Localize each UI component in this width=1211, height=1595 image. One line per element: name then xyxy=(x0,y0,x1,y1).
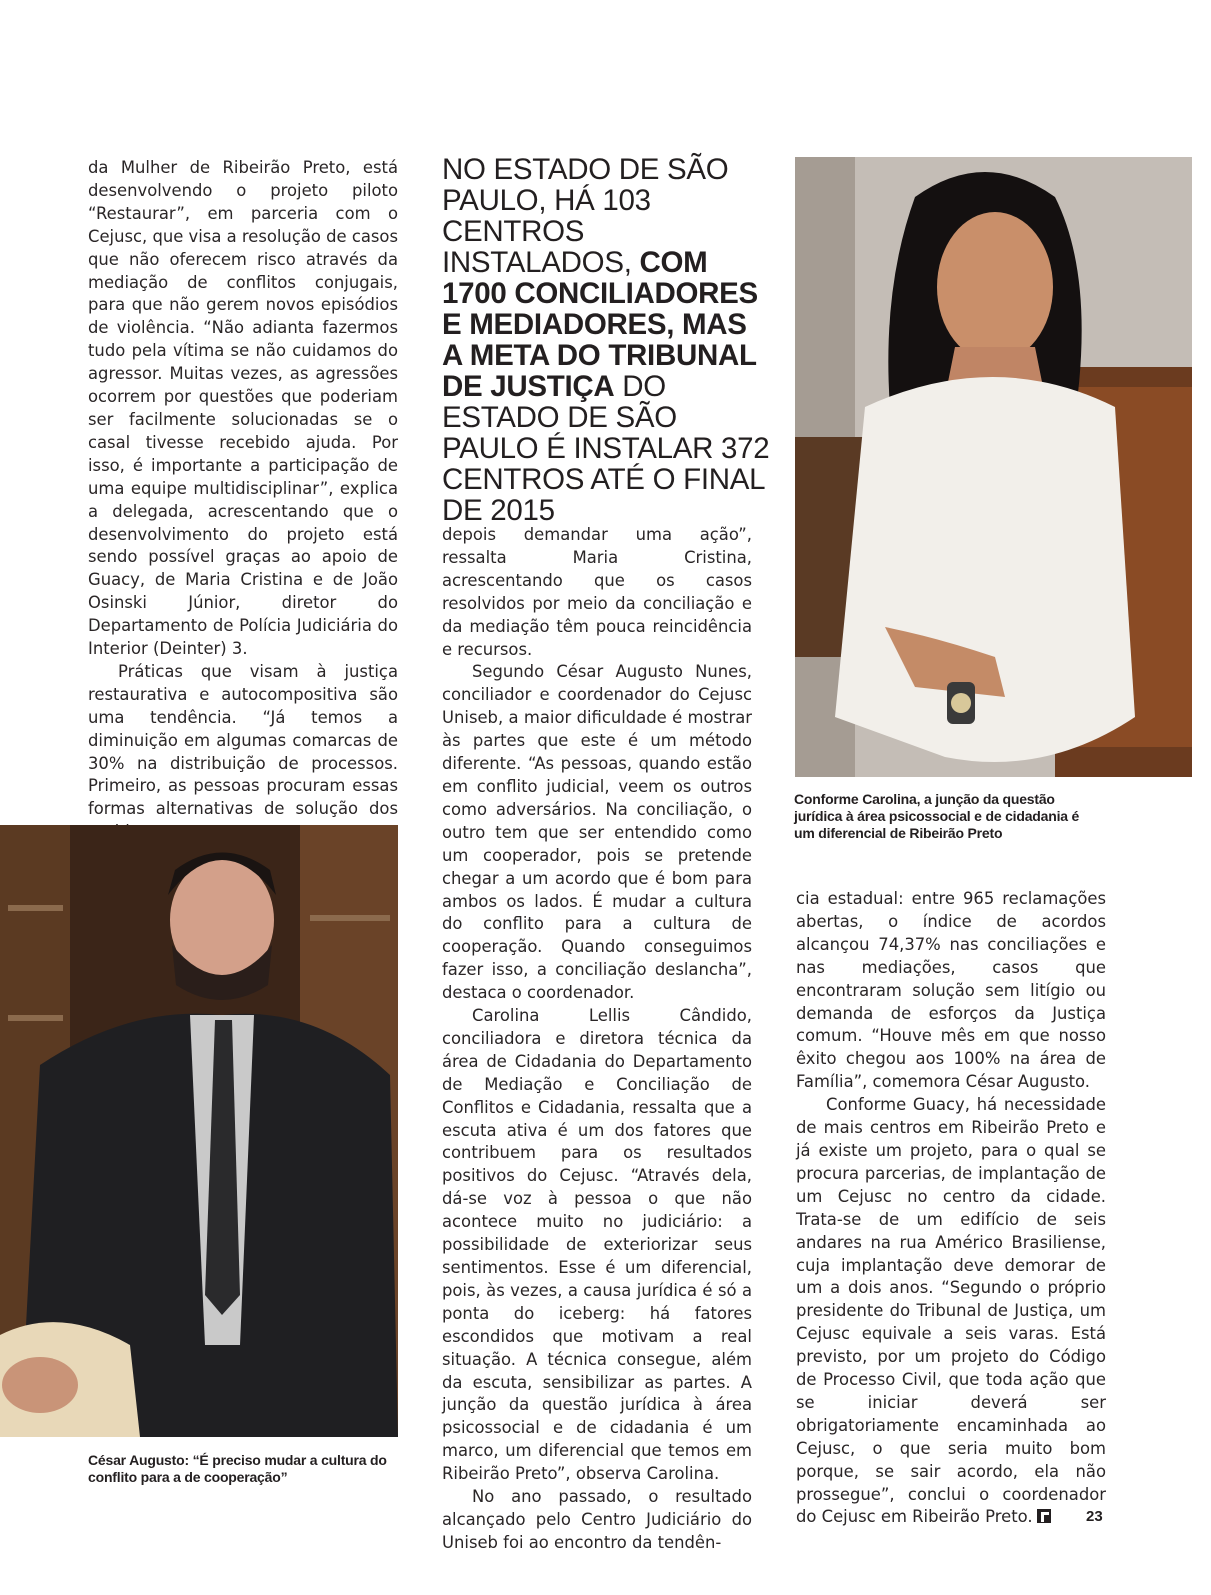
paragraph: Conforme Guacy, há necessidade de mais centros em Ribeirão Preto e já existe um projeto, para o qual se procura parcerias, de implantação de um Cejusc no centro da cidade. Trata-se de um edifício de seis andares na rua Américo Brasiliense, cuja implantação deve demorar de um a dois anos. “Segundo o próprio presidente do Tribunal de Justiça, um Cejusc equivale a seis varas. Está previsto, por um projeto do Código de Processo Civil, que toda ação que se iniciar deverá ser obrigatoriamente encaminhada ao Cejusc, o que seria muito bom porque, se sair acordo, ela não prossegue”, conclui o coordenador do Cejusc em Ribeirão Preto. xyxy=(796,1095,1106,1527)
paragraph: da Mulher de Ribeirão Preto, está desenvolvendo o projeto piloto “Restaurar”, em parceria com o Cejusc, que visa a resolução de casos que não oferecem risco através da mediação de conflitos conjugais, para que não gerem novos episódios de violência. “Não adianta fazermos tudo pela vítima se não cuidamos do agressor. Muitas vezes, as agressões ocorrem por questões que poderiam ser facilmente solucionadas se o casal tivesse recebido ajuda. Por isso, é importante a participação de uma equipe multidisciplinar”, explica a delegada, acrescentando que o desenvolvimento do projeto está sendo possível graças ao apoio de Guacy, de Maria Cristina e de João Osinski Júnior, diretor do Departamento de Polícia Judiciária do Interior (Deinter) 3. xyxy=(88,158,398,659)
photo-cesar-illustration xyxy=(0,825,398,1437)
photo-caption-cesar: César Augusto: “É preciso mudar a cultura do conflito para a de cooperação” xyxy=(88,1452,387,1485)
paragraph: depois demandar uma ação”, ressalta Maria Cristina, acrescentando que os casos resolvidos por meio da conciliação e da mediação têm pouca reincidência e recursos. xyxy=(442,525,752,659)
paragraph: Carolina Lellis Cândido, conciliadora e diretora técnica da área de Cidadania do Departamento de Mediação e Conciliação de Conflitos e Cidadania, ressalta que a escuta ativa é um dos fatores que contribuem para os resultados positivos do Cejusc. “Através dela, dá-se voz à pessoa o que não acontece muito no judiciário: a possibilidade de exteriorizar seus sentimentos. Esse é um diferencial, pois, às vezes, a causa jurídica é só a ponta do iceberg: há fatores escondidos que motivam a real situação. A técnica consegue, além da escuta, sensibilizar as partes. A junção da questão jurídica à área psicossocial e de cidadania é um marco, um diferencial que temos em Ribeirão Preto”, observa Carolina. xyxy=(442,1006,752,1484)
page-number: 23 xyxy=(1086,1508,1103,1525)
paragraph: cia estadual: entre 965 reclamações abertas, o índice de acordos alcançou 74,37% nas conciliações e nas mediações, casos que encontraram solução sem litígio ou demanda de esforços da Justiça comum. “Houve mês em que nosso êxito chegou aos 100% na área de Família”, comemora César Augusto. xyxy=(796,889,1106,1092)
paragraph: No ano passado, o resultado alcançado pelo Centro Judiciário do Uniseb foi ao encontro da tendên- xyxy=(442,1487,752,1552)
paragraph: Práticas que visam à justiça restaurativa e autocompositiva são uma tendência. “Já temos a diminuição em algumas comarcas de 30% na distribuição de processos. Primeiro, as pessoas procuram essas formas alternativas de solução dos xyxy=(88,661,398,819)
pull-quote-highlight: COM 1700 CONCILIADORES E MEDIADORES, MAS A META DO TRIBUNAL DE JUSTIÇA xyxy=(442,246,758,403)
paragraph: Segundo César Augusto Nunes, conciliador e coordenador do Cejusc Uniseb, a maior dificuldade é mostrar às partes que este é um método diferente. “As pessoas, quando estão em conflito judicial, veem os outros como adversários. Na conciliação, o outro tem que ser entendido como um cooperador, pois se pretende chegar a um acordo que é bom para ambos os lados. É mudar a cultura do conflito para a cultura de cooperação. Quando conseguimos fazer isso, a conciliação deslancha”, destaca o coordenador. xyxy=(442,662,752,1003)
photo-caption-carolina: Conforme Carolina, a junção da questão jurídica à área psicossocial e de cidadania é um diferencial de Ribeirão Preto xyxy=(794,791,1080,841)
paragraph-with-endmark xyxy=(796,1094,1106,1529)
pull-quote xyxy=(442,154,772,526)
article-column-3 xyxy=(796,888,1106,1529)
article-column-2 xyxy=(442,524,752,1555)
pull-quote-part-1: NO ESTADO DE SÃO PAULO, HÁ 103 CENTROS INSTALADOS, xyxy=(442,153,729,279)
photo-carolina xyxy=(795,157,1192,777)
article-column-1 xyxy=(88,157,398,844)
pull-quote-part-3: DO ESTADO DE SÃO PAULO É INSTALAR 372 CENTROS ATÉ O FINAL DE 2015 xyxy=(442,370,770,527)
end-of-article-icon xyxy=(1037,1509,1051,1523)
photo-cesar-augusto xyxy=(0,825,398,1437)
photo-carolina-illustration xyxy=(795,157,1192,777)
